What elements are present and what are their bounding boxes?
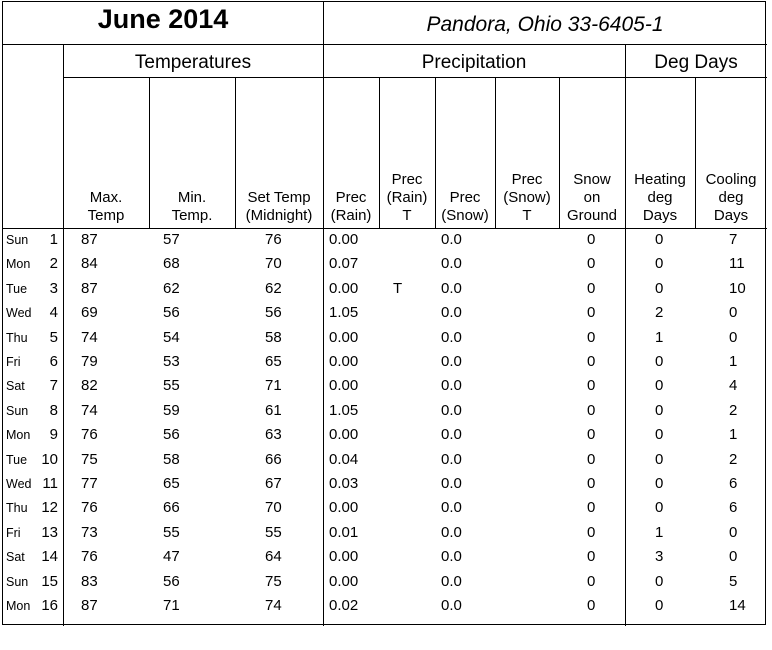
- cell-min: 66: [163, 499, 180, 517]
- cell-cool: 7: [729, 231, 738, 248]
- column-header-line: T: [522, 207, 532, 224]
- table-row: [3, 547, 767, 568]
- cell-min: 59: [163, 401, 180, 419]
- cell-rain: 0.00: [329, 353, 359, 370]
- day-number: 10: [41, 450, 58, 468]
- cell-cool: 5: [729, 572, 738, 590]
- cell-min: 55: [163, 377, 180, 395]
- day-number: 8: [49, 401, 58, 419]
- column-divider-2: [379, 77, 380, 228]
- cell-cool: 0: [729, 523, 738, 541]
- day-number: 6: [49, 353, 58, 370]
- table-row: [3, 303, 767, 324]
- table-row: [3, 352, 767, 373]
- day-number: 12: [41, 499, 58, 517]
- day-of-week: Sat: [6, 379, 25, 394]
- cell-rain: 0.07: [329, 255, 359, 273]
- month-title: June 2014: [97, 4, 229, 34]
- day-of-week: Tue: [6, 452, 28, 467]
- cell-set: 76: [265, 231, 282, 248]
- column-header-line: Prec: [335, 189, 367, 206]
- day-of-week: Sat: [6, 550, 25, 565]
- day-number: 9: [49, 426, 58, 444]
- day-of-week: Mon: [6, 428, 31, 443]
- table-row: [3, 328, 767, 349]
- table-row: [3, 425, 767, 446]
- column-header-line: (Rain): [386, 189, 428, 206]
- cell-min: 56: [163, 426, 180, 444]
- cell-set: 56: [265, 304, 282, 322]
- cell-max: 82: [81, 377, 98, 395]
- cell-cool: 11: [729, 255, 745, 273]
- cell-rain: 0.00: [329, 279, 359, 297]
- table-row: [3, 279, 767, 300]
- cell-set: 75: [265, 572, 282, 590]
- cell-min: 56: [163, 572, 180, 590]
- column-divider-5: [559, 77, 560, 228]
- cell-ground: 0: [587, 304, 596, 322]
- cell-min: 65: [163, 475, 180, 492]
- cell-set: 63: [265, 426, 282, 444]
- column-header-line: Prec: [511, 171, 543, 188]
- cell-ground: 0: [587, 499, 596, 517]
- column-header-line: (Snow): [503, 189, 551, 206]
- column-header: [559, 171, 625, 225]
- cell-snow: 0.0: [441, 401, 462, 419]
- table-row: [3, 572, 767, 593]
- cell-snow: 0.0: [441, 450, 462, 468]
- column-header-line: Max.: [89, 189, 123, 206]
- day-number: 16: [41, 597, 58, 614]
- cell-min: 71: [163, 597, 180, 614]
- cell-rain: 1.05: [329, 401, 359, 419]
- cell-min: 68: [163, 255, 180, 273]
- column-divider-1: [235, 77, 236, 228]
- column-header: [495, 171, 559, 225]
- day-number: 4: [49, 304, 58, 322]
- column-header: [695, 171, 767, 225]
- day-number: 13: [41, 523, 58, 541]
- cell-set: 64: [265, 548, 282, 566]
- column-header: [625, 171, 695, 225]
- day-of-week: Fri: [6, 525, 21, 540]
- cell-rain: 0.00: [329, 499, 359, 517]
- cell-heat: 0: [655, 353, 664, 370]
- cell-heat: 0: [655, 377, 664, 395]
- cell-max: 76: [81, 499, 98, 517]
- column-header-line: deg: [718, 189, 744, 206]
- day-number: 5: [49, 328, 58, 346]
- column-header-line: Min.: [177, 189, 207, 206]
- day-number: 7: [49, 377, 58, 395]
- cell-rain: 0.00: [329, 548, 359, 566]
- column-header-line: deg: [647, 189, 673, 206]
- cell-ground: 0: [587, 328, 596, 346]
- cell-heat: 0: [655, 279, 664, 297]
- cell-min: 47: [163, 548, 180, 566]
- day-of-week: Mon: [6, 257, 31, 272]
- column-header: [235, 189, 323, 225]
- cell-heat: 0: [655, 426, 664, 444]
- cell-heat: 0: [655, 450, 664, 468]
- day-of-week: Fri: [6, 355, 21, 369]
- day-of-week: Wed: [6, 477, 32, 491]
- column-header: [435, 189, 495, 225]
- group-precipitation: Precipitation: [421, 52, 527, 73]
- table-row: [3, 498, 767, 519]
- column-divider-3: [435, 77, 436, 228]
- column-header-line: Cooling: [705, 171, 757, 188]
- column-divider-6: [695, 77, 696, 228]
- column-header: [63, 189, 149, 225]
- day-number: 11: [42, 475, 58, 492]
- cell-max: 87: [81, 279, 98, 297]
- cell-cool: 0: [729, 328, 738, 346]
- cell-cool: 1: [729, 353, 738, 370]
- cell-snow: 0.0: [441, 231, 462, 248]
- cell-rain: 0.00: [329, 377, 359, 395]
- cell-heat: 3: [655, 548, 664, 566]
- cell-ground: 0: [587, 450, 596, 468]
- cell-snow: 0.0: [441, 304, 462, 322]
- cell-max: 74: [81, 401, 98, 419]
- cell-snow: 0.0: [441, 255, 462, 273]
- cell-cool: 0: [729, 548, 738, 566]
- cell-snow: 0.0: [441, 597, 462, 614]
- cell-snow: 0.0: [441, 328, 462, 346]
- group-temperatures: Temperatures: [134, 52, 252, 73]
- column-header: [323, 189, 379, 225]
- cell-cool: 2: [729, 450, 738, 468]
- column-header-line: Snow: [573, 171, 611, 188]
- day-of-week: Sun: [6, 574, 29, 589]
- cell-max: 77: [81, 475, 98, 492]
- cell-heat: 0: [655, 475, 664, 492]
- column-header-line: Ground: [566, 207, 618, 224]
- cell-min: 53: [163, 353, 180, 370]
- cell-rain: 0.00: [329, 328, 359, 346]
- cell-max: 76: [81, 426, 98, 444]
- cell-rain: 0.00: [329, 231, 359, 248]
- cell-min: 54: [163, 328, 180, 346]
- day-of-week: Sun: [6, 233, 29, 247]
- cell-ground: 0: [587, 279, 596, 297]
- column-header-line: (Rain): [330, 207, 372, 224]
- cell-max: 87: [81, 231, 98, 248]
- cell-min: 56: [163, 304, 180, 322]
- day-number: 3: [49, 279, 58, 297]
- column-header-line: Days: [713, 207, 749, 224]
- cell-set: 74: [265, 597, 282, 614]
- title-divider: [323, 2, 324, 44]
- cell-rain: 0.02: [329, 597, 359, 614]
- cell-ground: 0: [587, 377, 596, 395]
- table-row: [3, 450, 767, 471]
- table-row: [3, 401, 767, 422]
- cell-snow: 0.0: [441, 426, 462, 444]
- cell-min: 55: [163, 523, 180, 541]
- cell-max: 69: [81, 304, 98, 322]
- cell-snow: 0.0: [441, 523, 462, 541]
- cell-max: 79: [81, 353, 98, 370]
- column-header-line: Set Temp: [247, 189, 311, 206]
- group-deg-days: Deg Days: [654, 52, 738, 73]
- cell-heat: 1: [655, 523, 664, 541]
- cell-max: 83: [81, 572, 98, 590]
- cell-cool: 2: [729, 401, 738, 419]
- cell-rain: 0.03: [329, 475, 359, 492]
- cell-heat: 0: [655, 401, 664, 419]
- cell-snow: 0.0: [441, 572, 462, 590]
- cell-ground: 0: [587, 401, 596, 419]
- table-row: [3, 474, 767, 495]
- cell-heat: 1: [655, 328, 664, 346]
- cell-set: 66: [265, 450, 282, 468]
- cell-set: 58: [265, 328, 282, 346]
- column-header-line: T: [402, 207, 412, 224]
- column-header-line: Prec: [449, 189, 481, 206]
- cell-snow: 0.0: [441, 279, 462, 297]
- column-header-line: Prec: [391, 171, 423, 188]
- group-bottom-rule: [63, 77, 767, 78]
- cell-max: 73: [81, 523, 98, 541]
- day-number: 1: [49, 231, 58, 248]
- cell-heat: 0: [655, 255, 664, 273]
- cell-heat: 0: [655, 597, 664, 614]
- cell-heat: 0: [655, 572, 664, 590]
- table-row: [3, 376, 767, 397]
- cell-snow: 0.0: [441, 475, 462, 492]
- cell-max: 76: [81, 548, 98, 566]
- cell-heat: 0: [655, 499, 664, 517]
- cell-set: 71: [265, 377, 282, 395]
- cell-min: 57: [163, 231, 180, 248]
- title-bottom-rule: [3, 44, 767, 45]
- column-header-line: on: [583, 189, 601, 206]
- cell-rain: 0.00: [329, 426, 359, 444]
- cell-snow: 0.0: [441, 499, 462, 517]
- cell-set: 70: [265, 499, 282, 517]
- cell-ground: 0: [587, 572, 596, 590]
- cell-ground: 0: [587, 353, 596, 370]
- cell-max: 75: [81, 450, 98, 468]
- table-row: [3, 596, 767, 617]
- cell-snow: 0.0: [441, 377, 462, 395]
- weather-record-table: [2, 1, 766, 625]
- cell-ground: 0: [587, 523, 596, 541]
- cell-ground: 0: [587, 426, 596, 444]
- cell-set: 67: [265, 475, 282, 492]
- column-divider-0: [149, 77, 150, 228]
- cell-snow: 0.0: [441, 548, 462, 566]
- header-bottom-rule: [3, 228, 767, 229]
- column-header-line: Temp: [87, 207, 125, 224]
- cell-set: 65: [265, 353, 282, 370]
- station-location: Pandora, Ohio 33-6405-1: [426, 13, 664, 36]
- day-of-week: Sun: [6, 403, 29, 418]
- cell-max: 87: [81, 597, 98, 614]
- column-header-line: Days: [642, 207, 678, 224]
- table-row: [3, 254, 767, 275]
- day-of-week: Thu: [6, 501, 28, 516]
- cell-set: 55: [265, 523, 282, 541]
- cell-max: 74: [81, 328, 98, 346]
- column-header: [149, 189, 235, 225]
- cell-cool: 4: [729, 377, 738, 395]
- cell-snow: 0.0: [441, 353, 462, 370]
- cell-cool: 10: [729, 279, 746, 297]
- cell-rain: 0.00: [329, 572, 359, 590]
- cell-ground: 0: [587, 548, 596, 566]
- column-header-line: Heating: [634, 171, 686, 188]
- cell-rain: 0.04: [329, 450, 359, 468]
- day-of-week: Thu: [6, 330, 28, 345]
- cell-ground: 0: [587, 475, 596, 492]
- cell-rain-t: T: [393, 279, 403, 297]
- cell-cool: 6: [729, 499, 738, 517]
- day-number: 2: [49, 255, 58, 273]
- cell-set: 62: [265, 279, 282, 297]
- cell-min: 58: [163, 450, 180, 468]
- cell-cool: 14: [729, 597, 746, 614]
- cell-rain: 0.01: [329, 523, 359, 541]
- cell-cool: 1: [729, 426, 738, 444]
- cell-cool: 0: [729, 304, 738, 322]
- cell-min: 62: [163, 279, 180, 297]
- cell-max: 84: [81, 255, 98, 273]
- cell-ground: 0: [587, 597, 596, 614]
- cell-set: 70: [265, 255, 282, 273]
- day-number: 14: [41, 548, 58, 566]
- column-header-line: Temp.: [171, 207, 213, 224]
- cell-heat: 0: [655, 231, 664, 248]
- day-of-week: Tue: [6, 281, 28, 296]
- table-row: [3, 230, 767, 251]
- day-of-week: Wed: [6, 306, 32, 321]
- column-header: [379, 171, 435, 225]
- cell-cool: 6: [729, 475, 738, 492]
- day-number: 15: [41, 572, 58, 590]
- cell-ground: 0: [587, 231, 596, 248]
- cell-heat: 2: [655, 304, 664, 322]
- column-header-line: (Midnight): [245, 207, 313, 224]
- column-divider-4: [495, 77, 496, 228]
- cell-set: 61: [265, 401, 282, 419]
- cell-ground: 0: [587, 255, 596, 273]
- column-header-line: (Snow): [441, 207, 489, 224]
- day-of-week: Mon: [6, 599, 31, 613]
- table-row: [3, 523, 767, 544]
- cell-rain: 1.05: [329, 304, 359, 322]
